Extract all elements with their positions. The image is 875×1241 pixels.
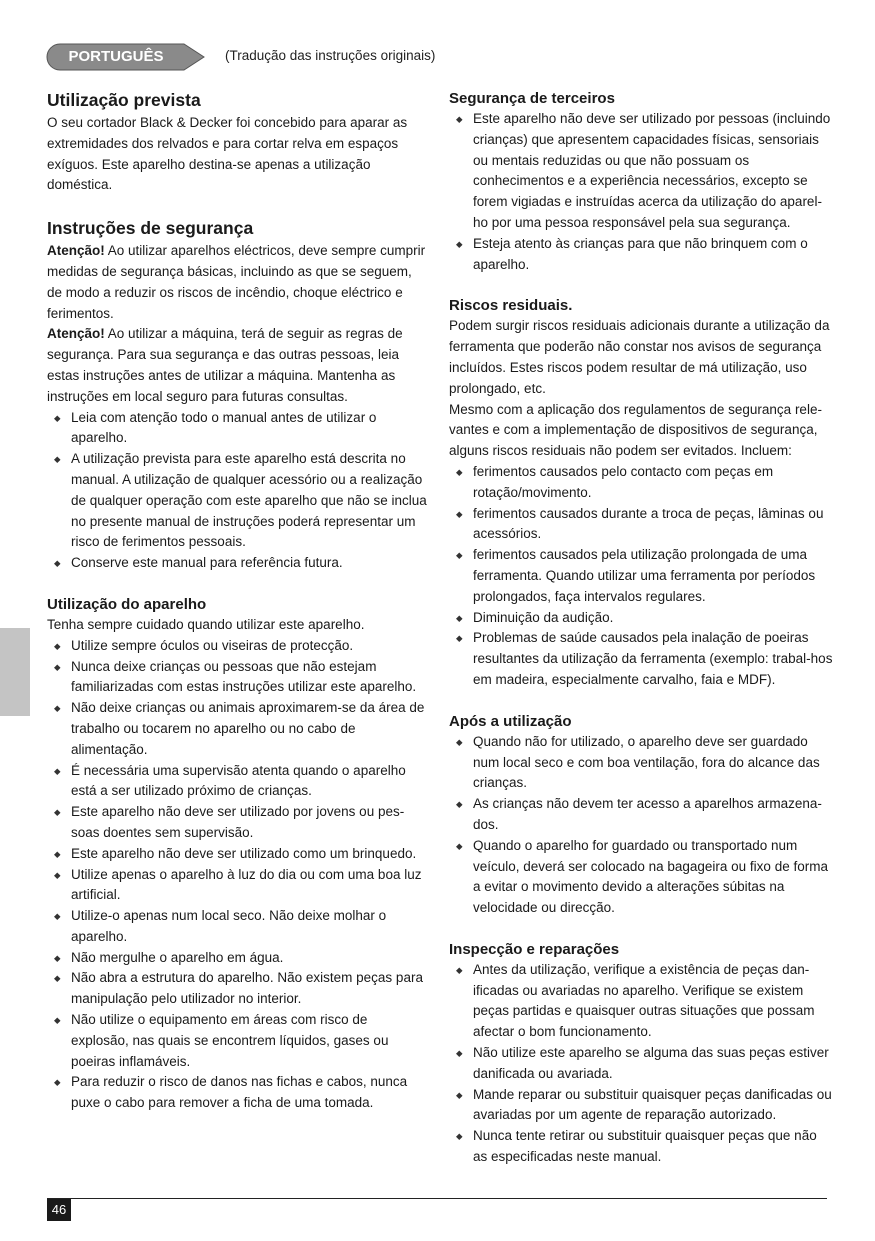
list-item: ◆ Não mergulhe o aparelho em água. bbox=[47, 948, 427, 969]
warning-label: Atenção! bbox=[47, 243, 105, 259]
device-use-intro: Tenha sempre cuidado quando utilizar este aparelho. bbox=[47, 616, 365, 632]
section-device-use bbox=[47, 594, 427, 1114]
section-safety bbox=[47, 216, 427, 574]
safety-list bbox=[47, 408, 427, 574]
inspection-title: Inspecção e reparações bbox=[449, 940, 620, 958]
intended-use-title: Utilização prevista bbox=[47, 90, 201, 110]
list-item: ◆ Esteja atento às crianças para que não brinquem com o aparelho. bbox=[449, 234, 834, 276]
section-after-use bbox=[449, 711, 834, 919]
device-use-title: Utilização do aparelho bbox=[47, 595, 207, 613]
list-item: ◆ Este aparelho não deve ser utilizado por jovens ou pes-soas doentes sem supervisão. bbox=[47, 802, 427, 844]
list-item: ◆ Leia com atenção todo o manual antes de utilizar o aparelho. bbox=[47, 408, 427, 450]
language-label: PORTUGUÊS bbox=[68, 48, 164, 65]
section-inspection bbox=[449, 939, 834, 1168]
list-item: ◆ Mande reparar ou substituir quaisquer peças danificadas ou avariadas por um agente de reparação autorizado. bbox=[449, 1085, 834, 1127]
inspection-list bbox=[449, 960, 834, 1168]
after-use-list bbox=[449, 732, 834, 919]
third-party-list bbox=[449, 109, 834, 275]
language-tab bbox=[46, 43, 206, 71]
list-item: ◆ Quando o aparelho for guardado ou transportado num veículo, deverá ser colocado na bagageira ou fixo de forma a evitar o movimento devido a alterações súbitas na velocidade ou direcção. bbox=[449, 836, 834, 919]
residual-risks-title: Riscos residuais. bbox=[449, 297, 573, 315]
list-item: ◆ Este aparelho não deve ser utilizado por pessoas (incluindo crianças) que apresentem capacidades físicas, sensoriais ou mentais reduzidas ou que não possuam os conhecimentos e a experiência necessários, excepto se forem vigiadas e instruídas acerca da utilização do aparel-ho por uma pessoa responsável pela sua segurança. bbox=[449, 109, 834, 234]
list-item: ◆ Não deixe crianças ou animais aproximarem-se da área de trabalho ou tocarem no aparelho ou no cabo de alimentação. bbox=[47, 698, 427, 760]
page-number: 46 bbox=[47, 1199, 71, 1221]
list-item: ◆ Utilize sempre óculos ou viseiras de protecção. bbox=[47, 636, 427, 657]
list-item: ◆ Não utilize este aparelho se alguma das suas peças estiver danificada ou avariada. bbox=[449, 1043, 834, 1085]
section-intended-use bbox=[47, 88, 427, 196]
list-item: ◆ Antes da utilização, verifique a existência de peças dan-ificadas ou avariadas no aparelho. Verifique se existem peças partidas e quaisquer outras situações que possam afectar o bom funcionamento. bbox=[449, 960, 834, 1043]
third-party-title: Segurança de terceiros bbox=[449, 90, 615, 107]
safety-warning-1 bbox=[47, 241, 427, 324]
device-use-list bbox=[47, 636, 427, 1114]
safety-title: Instruções de segurança bbox=[47, 218, 254, 239]
residual-risks-list bbox=[449, 462, 834, 691]
list-item: ◆ ferimentos causados durante a troca de peças, lâminas ou acessórios. bbox=[449, 504, 834, 546]
side-marker-tab bbox=[0, 628, 30, 716]
list-item: ◆ Utilize-o apenas num local seco. Não deixe molhar o aparelho. bbox=[47, 906, 427, 948]
translation-note: (Tradução das instruções originais) bbox=[225, 48, 436, 63]
list-item: ◆ Utilize apenas o aparelho à luz do dia ou com uma boa luz artificial. bbox=[47, 865, 427, 907]
footer-divider bbox=[47, 1198, 827, 1199]
list-item: ◆ É necessária uma supervisão atenta quando o aparelho está a ser utilizado próximo de crianças. bbox=[47, 761, 427, 803]
right-column bbox=[449, 88, 834, 1188]
section-third-party bbox=[449, 88, 834, 275]
list-item: ◆ Este aparelho não deve ser utilizado como um brinquedo. bbox=[47, 844, 427, 865]
list-item: ◆ Problemas de saúde causados pela inalação de poeiras resultantes da utilização da ferramenta (exemplo: trabal-hos em madeira, especialmente carvalho, faia e MDF). bbox=[449, 628, 834, 690]
list-item: ◆ ferimentos causados pela utilização prolongada de uma ferramenta. Quando utilizar uma ferramenta por períodos prolongados, faça intervalos regulares. bbox=[449, 545, 834, 607]
section-residual-risks bbox=[449, 295, 834, 690]
intended-use-text: O seu cortador Black & Decker foi concebido para aparar as extremidades dos relvados e para cortar relva em espaços exíguos. Este aparelho destina-se apenas a utilização doméstica. bbox=[47, 115, 408, 193]
list-item: ◆ Conserve este manual para referência futura. bbox=[47, 553, 427, 574]
warning-label: Atenção! bbox=[47, 326, 105, 342]
list-item: ◆ Não abra a estrutura do aparelho. Não existem peças para manipulação pelo utilizador no interior. bbox=[47, 968, 427, 1010]
list-item: ◆ Não utilize o equipamento em áreas com risco de explosão, nas quais se encontrem líquidos, gases ou poeiras inflamáveis. bbox=[47, 1010, 427, 1072]
list-item: ◆ Diminuição da audição. bbox=[449, 608, 834, 629]
list-item: ◆ Nunca tente retirar ou substituir quaisquer peças que não as especificadas neste manual. bbox=[449, 1126, 834, 1168]
list-item: ◆ Quando não for utilizado, o aparelho deve ser guardado num local seco e com boa ventilação, fora do alcance das crianças. bbox=[449, 732, 834, 794]
list-item: ◆ Para reduzir o risco de danos nas fichas e cabos, nunca puxe o cabo para remover a ficha de uma tomada. bbox=[47, 1072, 427, 1114]
list-item: ◆ ferimentos causados pelo contacto com peças em rotação/movimento. bbox=[449, 462, 834, 504]
list-item: ◆ Nunca deixe crianças ou pessoas que não estejam familiarizadas com estas instruções utilizar este aparelho. bbox=[47, 657, 427, 699]
residual-risks-text-2: Mesmo com a aplicação dos regulamentos de segurança rele-vantes e com a implementação de dispositivos de segurança, alguns riscos residuais não podem ser evitados. Incluem: bbox=[449, 401, 822, 459]
safety-warning-2 bbox=[47, 324, 427, 407]
residual-risks-text-1: Podem surgir riscos residuais adicionais durante a utilização da ferramenta que poderão não constar nos avisos de segurança incluídos. Estes riscos podem resultar de má utilização, uso prolongado, etc. bbox=[449, 318, 830, 396]
after-use-title: Após a utilização bbox=[449, 712, 572, 730]
list-item: ◆ As crianças não devem ter acesso a aparelhos armazena-dos. bbox=[449, 794, 834, 836]
list-item: ◆ A utilização prevista para este aparelho está descrita no manual. A utilização de qualquer acessório ou a realização de qualquer operação com este aparelho que não se inclua no presente manual de instruções poderá representar um risco de ferimentos pessoais. bbox=[47, 449, 427, 553]
warning-text: Ao utilizar aparelhos eléctricos, deve sempre cumprir medidas de segurança básicas, incluindo as que se seguem, de modo a reduzir os riscos de incêndio, choque eléctrico e ferimentos. bbox=[47, 243, 426, 321]
left-column bbox=[47, 88, 427, 1134]
warning-text: Ao utilizar a máquina, terá de seguir as regras de segurança. Para sua segurança e das outras pessoas, leia estas instruções antes de utilizar a máquina. Mantenha as instruções em local seguro para futuras consultas. bbox=[47, 326, 403, 404]
